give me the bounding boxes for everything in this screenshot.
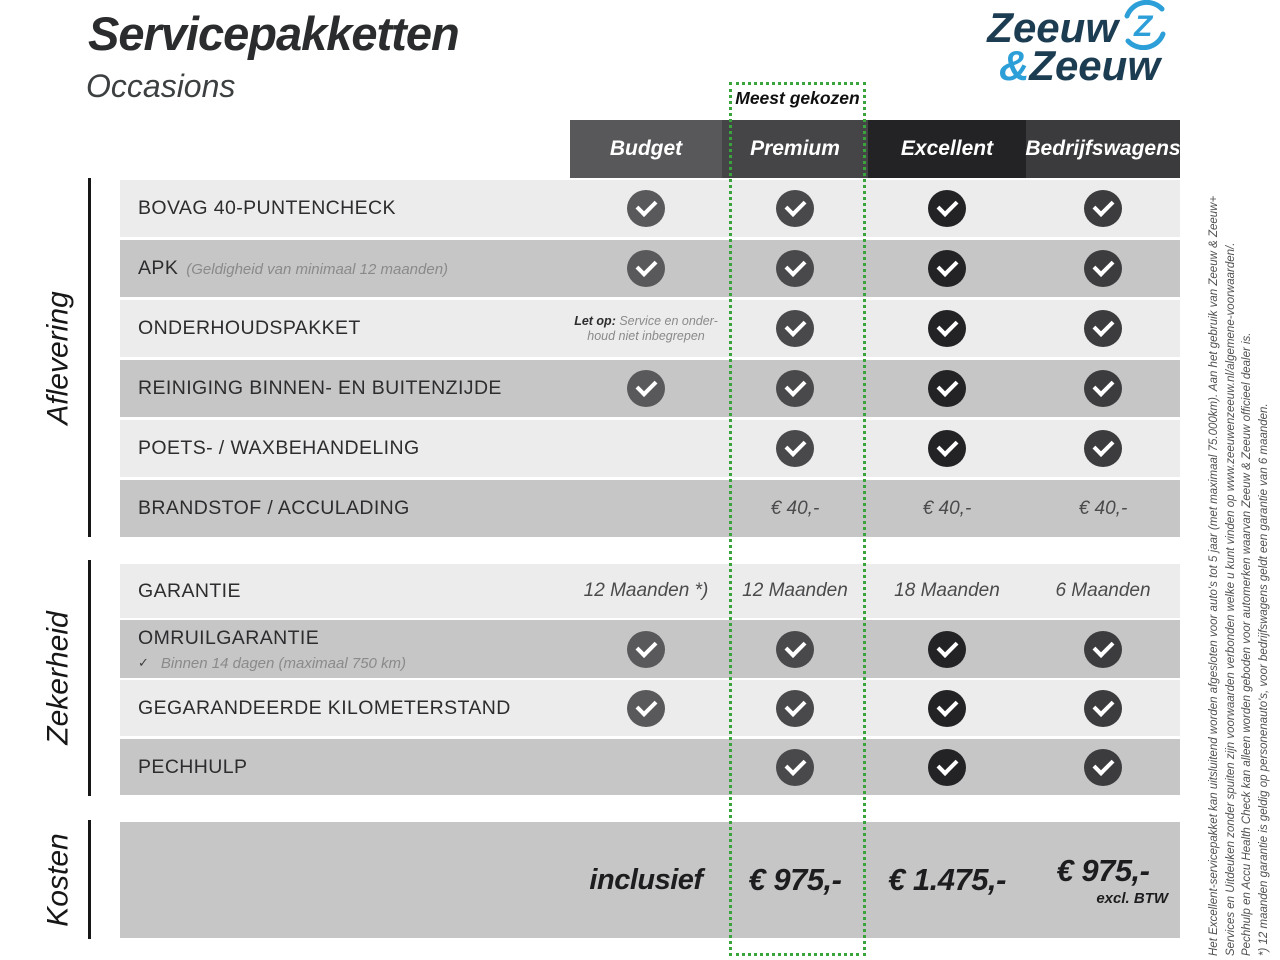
row-onderhoudspakket	[120, 300, 1180, 357]
small-check-icon: ✓	[138, 655, 149, 671]
cell-bedrijfswagens	[1026, 430, 1180, 467]
garantie-value: 18 Maanden	[894, 580, 1000, 601]
cell-budget	[570, 370, 722, 407]
column-header-budget: Budget	[570, 120, 722, 178]
check-icon	[776, 749, 814, 786]
page-title: Servicepakketten	[88, 7, 459, 60]
cell-excellent	[868, 250, 1026, 287]
check-icon	[627, 631, 665, 668]
cell-excellent	[868, 862, 1026, 898]
price-value: € 40,-	[922, 497, 972, 519]
cell-premium	[722, 370, 868, 407]
column-header-row	[570, 120, 1180, 178]
most-chosen-label: Meest gekozen	[735, 88, 860, 108]
section-label-kosten: Kosten	[42, 832, 75, 927]
cell-premium	[722, 631, 868, 668]
cell-excellent	[868, 749, 1026, 786]
cell-excellent	[868, 580, 1026, 602]
cell-bedrijfswagens	[1026, 498, 1180, 520]
cell-budget	[570, 864, 722, 897]
row-omruilgarantie	[120, 620, 1180, 678]
cell-bedrijfswagens	[1026, 631, 1180, 668]
row-garantie	[120, 564, 1180, 618]
cell-premium	[722, 498, 868, 520]
row-poets	[120, 420, 1180, 477]
cell-excellent	[868, 370, 1026, 407]
check-icon	[627, 370, 665, 407]
check-icon	[627, 690, 665, 727]
check-icon	[776, 370, 814, 407]
cell-premium	[722, 250, 868, 287]
garantie-value: 12 Maanden *)	[583, 580, 709, 601]
row-label-subline: ✓ Binnen 14 dagen (maximaal 750 km)	[138, 654, 407, 672]
cell-bedrijfswagens	[1026, 749, 1180, 786]
row-label: BOVAG 40-PUNTENCHECK	[138, 197, 396, 219]
check-icon	[928, 370, 966, 407]
row-label: GARANTIE	[138, 579, 241, 602]
check-icon	[1084, 250, 1122, 287]
row-label	[120, 627, 570, 672]
section-line-aflevering	[88, 178, 91, 537]
check-icon	[776, 190, 814, 227]
check-icon	[928, 749, 966, 786]
kosten-value: € 975,-	[1056, 853, 1150, 888]
row-bovag	[120, 180, 1180, 237]
check-icon	[1084, 310, 1122, 347]
logo-word2: Zeeuw	[1029, 42, 1160, 89]
cell-budget	[570, 314, 722, 344]
company-logo	[980, 4, 1170, 89]
section-line-kosten	[88, 820, 91, 939]
row-label: REINIGING BINNEN- EN BUITENZIJDE	[138, 377, 502, 399]
section-label-aflevering: Aflevering	[42, 290, 75, 425]
cell-bedrijfswagens	[1026, 250, 1180, 287]
cell-excellent	[868, 310, 1026, 347]
cell-bedrijfswagens	[1026, 310, 1180, 347]
footnote-line: *) 12 maanden garantie is geldig op personenauto's, voor bedrijfswagens geldt een garantie van 6 maanden.	[1257, 403, 1270, 956]
cell-bedrijfswagens	[1026, 190, 1180, 227]
column-header-premium: Premium	[722, 120, 868, 178]
kosten-value: € 975,-	[748, 862, 842, 897]
garantie-value: 6 Maanden	[1055, 580, 1151, 601]
footnotes	[1206, 84, 1272, 956]
check-icon	[1084, 631, 1122, 668]
check-icon	[627, 190, 665, 227]
cell-excellent	[868, 631, 1026, 668]
check-icon	[776, 250, 814, 287]
row-reiniging	[120, 360, 1180, 417]
section-line-zekerheid	[88, 560, 91, 796]
budget-note: Let op: Service en onder- houd niet inbegrepen	[574, 313, 718, 343]
svg-text:Z: Z	[1134, 10, 1153, 43]
footnote-line: Services en Uitdeuken zonder spuiten zijn voorwaarden verbonden welke u kunt vinden op www.zeeuwenzeeuw.nl/algemene-voorwaarden/.	[1224, 242, 1237, 956]
cell-excellent	[868, 190, 1026, 227]
check-icon	[627, 250, 665, 287]
garantie-value: 12 Maanden	[742, 580, 848, 601]
cell-premium	[722, 690, 868, 727]
cell-premium	[722, 310, 868, 347]
check-icon	[928, 250, 966, 287]
check-icon	[1084, 370, 1122, 407]
check-icon	[928, 310, 966, 347]
check-icon	[1084, 749, 1122, 786]
cell-budget	[570, 250, 722, 287]
row-kosten	[120, 822, 1180, 938]
cell-bedrijfswagens	[1026, 580, 1180, 602]
footnote-line: Pechhulp en Accu Health Check kan alleen worden geboden voor automerken waarvan Zeeuw & Zeeuw officieel dealer is.	[1241, 332, 1253, 956]
row-label-main: OMRUILGARANTIE	[138, 626, 320, 649]
check-icon	[928, 690, 966, 727]
page-subtitle: Occasions	[86, 68, 236, 104]
logo-ampersand: &	[998, 42, 1030, 89]
check-icon	[776, 310, 814, 347]
cell-budget	[570, 690, 722, 727]
row-label-main: APK	[138, 257, 179, 279]
cell-bedrijfswagens	[1026, 690, 1180, 727]
row-kilometerstand	[120, 680, 1180, 736]
cell-budget	[570, 190, 722, 227]
check-icon	[1084, 430, 1122, 467]
row-label: GEGARANDEERDE KILOMETERSTAND	[138, 696, 511, 719]
check-icon	[928, 430, 966, 467]
row-label: PECHHULP	[138, 755, 248, 778]
column-header-bedrijfswagens: Bedrijfswagens	[1026, 120, 1180, 178]
logo-line2	[980, 42, 1170, 89]
cell-excellent	[868, 430, 1026, 467]
footnote-line: Het Excellent-servicepakket kan uitsluitend worden afgesloten voor auto's tot 5 jaar (met maximaal 75.000km). Aan het gebruik van Zeeuw & Zeeuw+	[1208, 195, 1220, 956]
column-header-excellent: Excellent	[868, 120, 1026, 178]
cell-premium	[722, 749, 868, 786]
price-value: € 40,-	[1078, 497, 1128, 519]
row-apk	[120, 240, 1180, 297]
check-icon	[1084, 190, 1122, 227]
row-pechhulp	[120, 739, 1180, 795]
check-icon	[776, 430, 814, 467]
check-icon	[928, 631, 966, 668]
check-icon	[1084, 690, 1122, 727]
row-label: BRANDSTOF / ACCULADING	[138, 497, 410, 519]
kosten-value-note: excl. BTW	[1096, 890, 1168, 907]
row-label: ONDERHOUDSPAKKET	[138, 317, 361, 339]
cell-bedrijfswagens	[1026, 853, 1180, 907]
check-icon	[776, 631, 814, 668]
row-brandstof	[120, 480, 1180, 537]
row-label: POETS- / WAXBEHANDELING	[138, 437, 420, 459]
cell-premium	[722, 190, 868, 227]
cell-budget	[570, 631, 722, 668]
cell-premium	[722, 862, 868, 898]
section-label-zekerheid: Zekerheid	[42, 611, 75, 745]
logo-word1: Zeeuw	[987, 4, 1118, 51]
check-icon	[776, 690, 814, 727]
cell-premium	[722, 580, 868, 602]
kosten-value: inclusief	[589, 863, 703, 896]
row-label	[120, 257, 570, 280]
cell-bedrijfswagens	[1026, 370, 1180, 407]
price-value: € 40,-	[770, 497, 820, 519]
cell-excellent	[868, 498, 1026, 520]
check-icon	[928, 190, 966, 227]
cell-excellent	[868, 690, 1026, 727]
cell-budget	[570, 580, 722, 602]
kosten-value: € 1.475,-	[888, 862, 1006, 897]
row-label-note: (Geldigheid van minimaal 12 maanden)	[186, 261, 449, 278]
cell-premium	[722, 430, 868, 467]
